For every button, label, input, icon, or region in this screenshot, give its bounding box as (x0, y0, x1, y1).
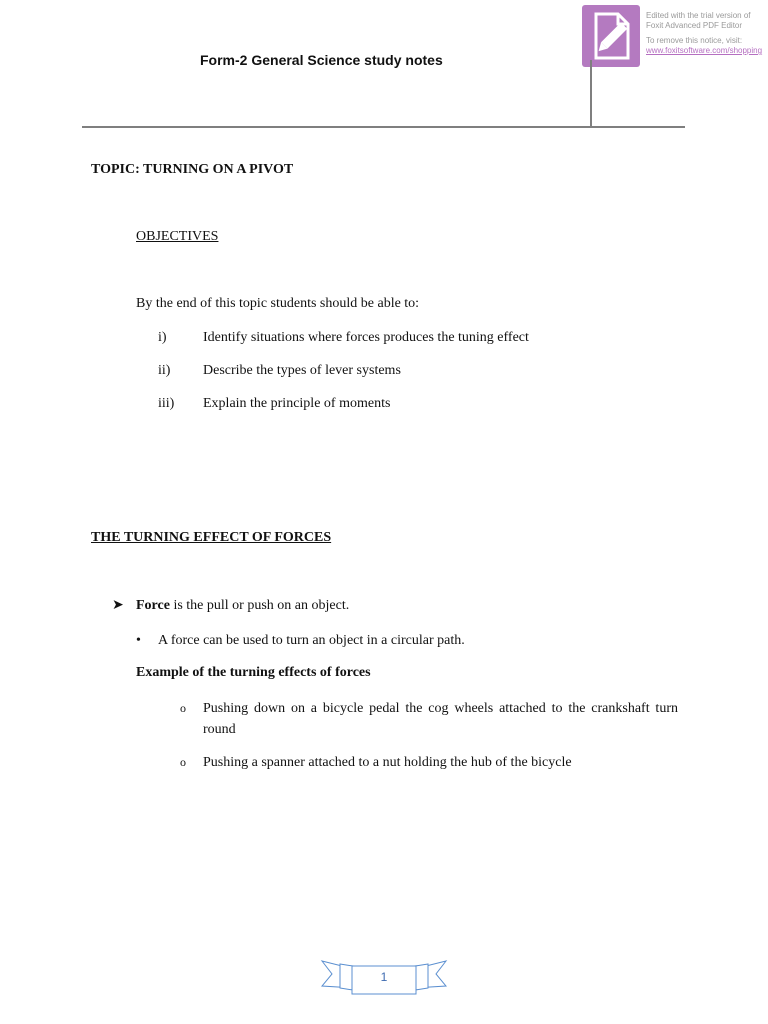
force-definition-text: is the pull or push on an object. (169, 598, 350, 613)
topic-heading: TOPIC: TURNING ON A PIVOT (91, 162, 294, 177)
objective-number: ii) (158, 363, 171, 378)
force-definition (112, 597, 349, 614)
examples-heading: Example of the turning effects of forces (136, 665, 371, 680)
section-heading: THE TURNING EFFECT OF FORCES (91, 530, 332, 545)
circle-bullet-icon: o (180, 701, 186, 715)
header-divider (82, 126, 685, 128)
page-header-title: Form-2 General Science study notes (200, 52, 443, 68)
bullet-dot-icon: • (136, 633, 141, 648)
page-number-ribbon (320, 958, 448, 998)
example-text: Pushing down on a bicycle pedal the cog wheels attached to the crankshaft turn round (203, 701, 678, 737)
foxit-watermark-logo (582, 5, 640, 67)
watermark-line-2: Foxit Advanced PDF Editor (646, 21, 743, 30)
watermark-line-3: To remove this notice, visit: (646, 36, 743, 45)
watermark-link[interactable]: www.foxitsoftware.com/shopping (646, 46, 763, 55)
bullet-text: A force can be used to turn an object in a circular path. (158, 633, 465, 648)
example-text: Pushing a spanner attached to a nut holding the hub of the bicycle (203, 755, 572, 770)
objectives-intro: By the end of this topic students should be able to: (136, 296, 420, 311)
bullet-item (136, 633, 465, 649)
objective-text: Identify situations where forces produces the tuning effect (203, 330, 529, 345)
example-item (180, 752, 678, 773)
objectives-heading: OBJECTIVES (136, 229, 219, 244)
pencil-document-icon (588, 10, 634, 62)
watermark-line-1: Edited with the trial version of (646, 11, 751, 20)
objective-number: iii) (158, 396, 175, 411)
objective-number: i) (158, 330, 167, 345)
arrow-bullet-icon: ➤ (112, 598, 124, 613)
page-number: 1 (380, 970, 388, 984)
header-vertical-rule (590, 60, 592, 127)
circle-bullet-icon: o (180, 755, 186, 769)
foxit-watermark-notice (646, 11, 766, 56)
objective-text: Describe the types of lever systems (203, 363, 401, 378)
force-term: Force (136, 598, 170, 613)
example-item (180, 698, 678, 740)
objective-text: Explain the principle of moments (203, 396, 391, 411)
